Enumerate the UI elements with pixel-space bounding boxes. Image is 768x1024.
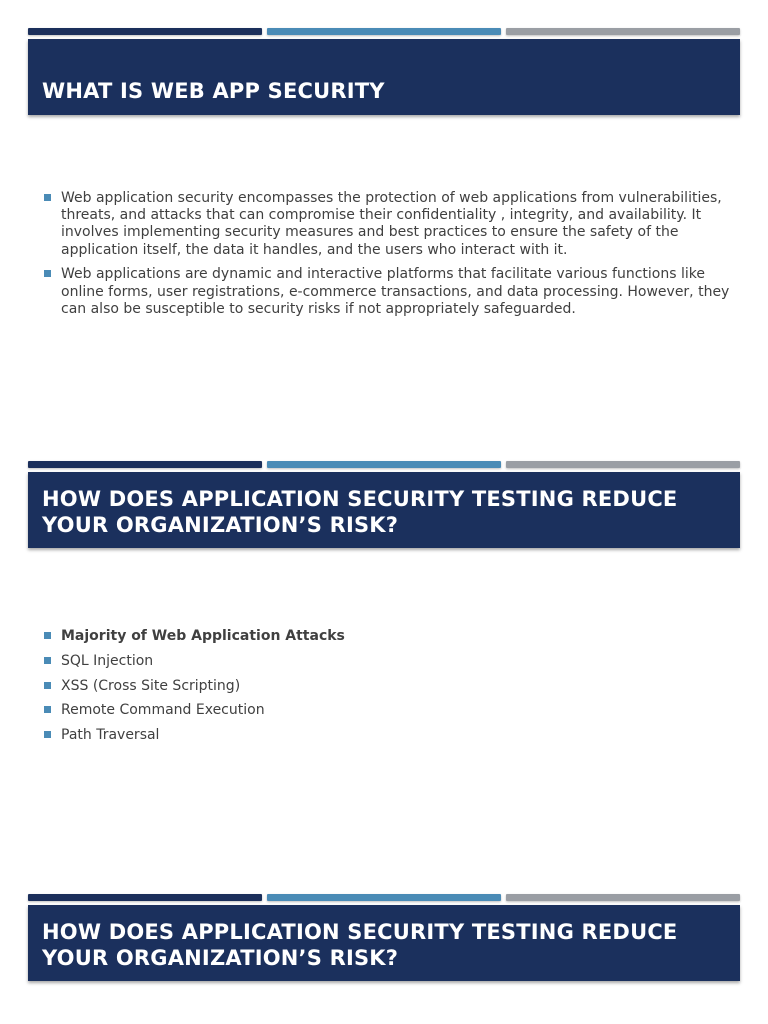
slide-title: HOW DOES APPLICATION SECURITY TESTING REDUCE YOUR ORGANIZATION’S RISK? [42,487,678,537]
square-bullet-icon [44,731,51,738]
list-item-text: Majority of Web Application Attacks [61,628,345,644]
list-item-text: Web application security encompasses the protection of web applications from vulnerabilities, threats, and attacks that can compromise their confidentiality , integrity, and availability. It involves implementing security measures and best practices to ensure the safety of the application itself, the data it handles, and the users who interact with it. [61,190,722,258]
list-item [44,628,734,645]
slide-title-bar [28,472,740,548]
list-item-text: Path Traversal [61,727,160,744]
slide-title-bar [28,905,740,981]
square-bullet-icon [44,657,51,664]
square-bullet-icon [44,632,51,639]
bullet-list [44,628,734,752]
list-item [44,678,734,695]
list-item-text: Web applications are dynamic and interactive platforms that facilitate various functions like online forms, user registrations, e-commerce transactions, and data processing. However, they can also be susceptible to security risks if not appropriately safeguarded. [61,266,730,317]
accent-stripe-gray [506,28,740,35]
list-item [44,727,734,744]
slide-title-bar [28,39,740,115]
accent-stripes [28,28,740,36]
square-bullet-icon [44,706,51,713]
slide-title: HOW DOES APPLICATION SECURITY TESTING REDUCE YOUR ORGANIZATION’S RISK? [42,920,678,970]
list-item-text: SQL Injection [61,652,154,669]
accent-stripe-dark [28,461,262,468]
accent-stripe-blue [267,461,501,468]
list-item-text: XSS (Cross Site Scripting) [61,677,241,694]
list-item [44,266,734,318]
accent-stripe-dark [28,894,262,901]
bullet-list [44,190,734,325]
accent-stripe-dark [28,28,262,35]
list-item [44,702,734,719]
accent-stripe-gray [506,461,740,468]
accent-stripe-blue [267,28,501,35]
accent-stripe-blue [267,894,501,901]
accent-stripes [28,461,740,469]
slide-title: WHAT IS WEB APP SECURITY [42,79,385,103]
list-item-text: Remote Command Execution [61,702,265,719]
accent-stripes [28,894,740,902]
square-bullet-icon [44,682,51,689]
square-bullet-icon [44,194,51,201]
list-item [44,653,734,670]
accent-stripe-gray [506,894,740,901]
list-item [44,190,734,259]
square-bullet-icon [44,270,51,277]
